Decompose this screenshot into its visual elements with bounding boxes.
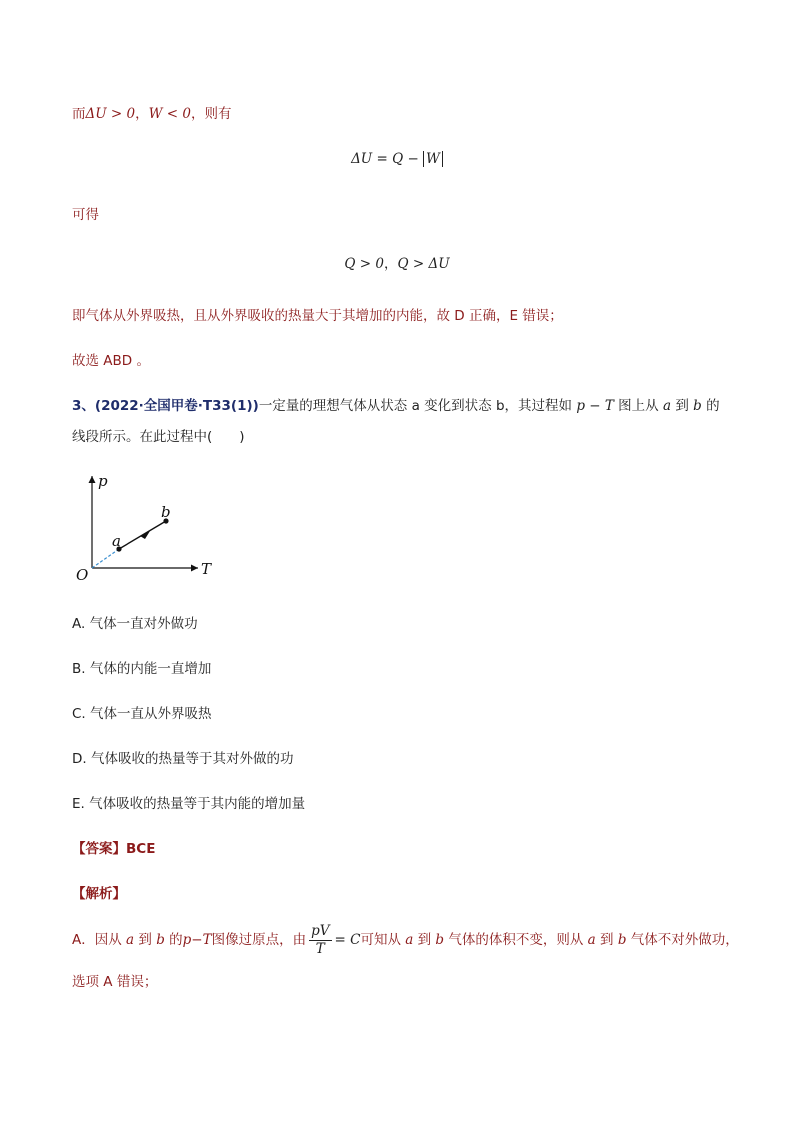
text-fragment: 可知从 xyxy=(360,932,406,948)
math-delta-u-positive: ΔU > 0 xyxy=(85,106,136,122)
origin-label: O xyxy=(76,566,89,584)
option-c: C. 气体一直从外界吸热 xyxy=(72,706,212,722)
text-fragment: 到 xyxy=(671,398,694,414)
fraction-numerator: pV xyxy=(311,922,330,939)
math-var-b: b xyxy=(156,932,165,948)
text-line-derive: 可得 xyxy=(72,207,99,223)
text-line-choice: 故选 ABD 。 xyxy=(72,353,150,369)
math-q-greater-delta-u: Q > ΔU xyxy=(397,256,450,272)
text-fragment: 一定量的理想气体从状态 a 变化到状态 b，其过程如 xyxy=(258,398,577,414)
text-fragment: 气体不对外做功， xyxy=(626,932,739,948)
text-line-conditions xyxy=(72,102,231,122)
text-fragment: ， xyxy=(383,256,398,272)
answer-label: 【答案】BCE xyxy=(72,841,156,857)
text-fragment: 图像过原点，由 xyxy=(211,932,307,948)
text-fragment: 到 xyxy=(595,932,618,948)
text-line-conclusion: 即气体从外界吸热，且从外界吸收的热量大于其增加的内能，故 D 正确，E 错误； xyxy=(72,308,563,324)
option-a: A. 气体一直对外做功 xyxy=(72,616,198,632)
math-equation-lhs: ΔU = Q − xyxy=(351,151,424,167)
analysis-a xyxy=(72,922,739,958)
math-abs-w: W xyxy=(423,151,443,167)
analysis-a-line2: 选项 A 错误； xyxy=(72,974,158,990)
math-var-a: a xyxy=(587,932,596,948)
math-p-t: p−T xyxy=(182,932,212,948)
math-var-a: a xyxy=(126,932,135,948)
text-fragment: ，则有 xyxy=(190,106,232,122)
option-b: B. 气体的内能一直增加 xyxy=(72,661,212,677)
question-source: (2022·全国甲卷·T33(1)) xyxy=(94,398,259,414)
option-e: E. 气体吸收的热量等于其内能的增加量 xyxy=(72,796,306,812)
text-fragment: 的 xyxy=(164,932,183,948)
question-number: 3、 xyxy=(72,398,95,414)
math-var-b: b xyxy=(435,932,445,948)
math-w-negative: W < 0 xyxy=(148,106,191,122)
axis-label-p: p xyxy=(98,472,108,490)
math-var-a: a xyxy=(662,398,672,414)
fraction-denominator: T xyxy=(315,940,325,957)
point-b-label: b xyxy=(161,503,171,521)
option-d: D. 气体吸收的热量等于其对外做的功 xyxy=(72,751,294,767)
math-q-positive: Q > 0 xyxy=(344,256,384,272)
question-stem xyxy=(72,394,720,414)
equation-result xyxy=(0,252,794,272)
math-var-b: b xyxy=(617,932,627,948)
text-fragment: A．因从 xyxy=(72,932,127,948)
fraction-pv-over-t xyxy=(309,923,331,958)
math-var-a: a xyxy=(405,932,414,948)
text-fragment: 的 xyxy=(701,398,720,414)
axis-label-t: T xyxy=(201,560,212,578)
extension-to-origin xyxy=(92,549,119,568)
math-var-b: b xyxy=(693,398,702,414)
text-fragment: 到 xyxy=(134,932,157,948)
text-fragment: 图上从 xyxy=(613,398,663,414)
math-equals-c: = C xyxy=(334,932,361,948)
text-fragment: 到 xyxy=(413,932,436,948)
p-t-diagram xyxy=(68,468,228,588)
math-p-t: p − T xyxy=(576,398,614,414)
point-a-label: a xyxy=(112,532,121,550)
equation-first-law xyxy=(0,151,794,167)
question-stem-line2: 线段所示。在此过程中( ) xyxy=(72,429,245,445)
text-fragment: 而 xyxy=(72,106,86,122)
analysis-label: 【解析】 xyxy=(72,886,126,902)
text-fragment: ， xyxy=(135,106,149,122)
text-fragment: 气体的体积不变，则从 xyxy=(444,932,588,948)
